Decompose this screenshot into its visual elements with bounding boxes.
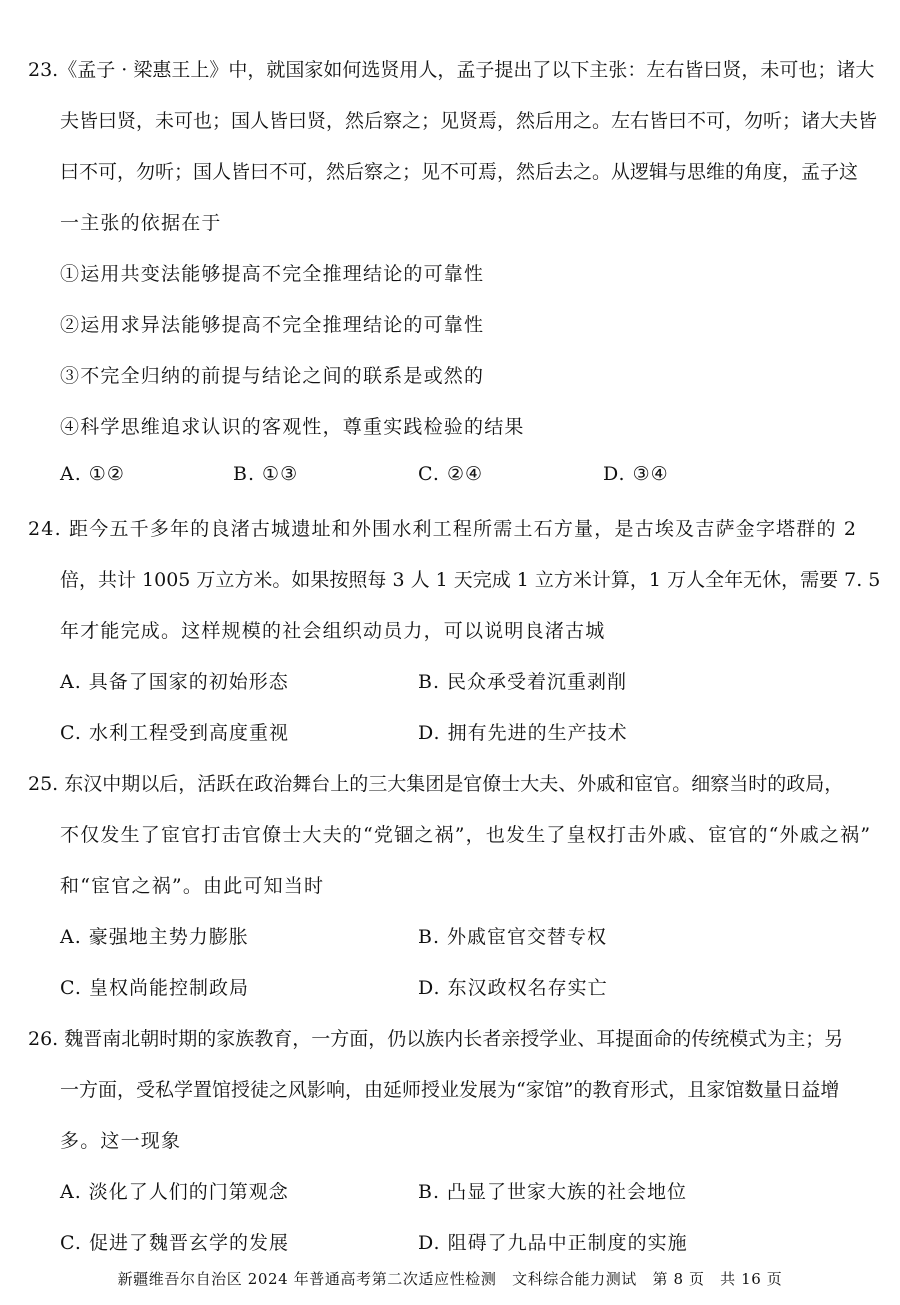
option-d: D. ③④ (603, 463, 669, 485)
option-a: A. ①② (60, 463, 125, 485)
question-text-line: 倍，共计 1005 万立方米。如果按照每 3 人 1 天完成 1 立方米计算，1 万人全年无休，需要 7. 5 (60, 569, 881, 591)
option-c: C. ②④ (418, 463, 484, 485)
question-text-line: 不仅发生了宦官打击官僚士大夫的“党锢之祸”，也发生了皇权打击外戚、宦官的“外戚之祸” (60, 824, 872, 846)
option-d: D. 拥有先进的生产技术 (418, 722, 628, 744)
option-b: B. 外戚宦官交替专权 (418, 926, 608, 948)
question-text-line: 23.《孟子 · 梁惠王上》中，就国家如何选贤用人，孟子提出了以下主张：左右皆曰贤，未可也；诸大 (28, 59, 875, 81)
statement-4: ④科学思维追求认识的客观性，尊重实践检验的结果 (60, 416, 525, 438)
statement-2: ②运用求异法能够提高不完全推理结论的可靠性 (60, 314, 485, 336)
statement-3: ③不完全归纳的前提与结论之间的联系是或然的 (60, 365, 485, 387)
option-d: D. 阻碍了九品中正制度的实施 (418, 1232, 688, 1254)
question-text-line: 曰不可，勿听；国人皆曰不可，然后察之；见不可焉，然后去之。从逻辑与思维的角度，孟子这 (60, 161, 859, 183)
question-text-line: 多。这一现象 (60, 1130, 182, 1152)
question-text-line: 年才能完成。这样规模的社会组织动员力，可以说明良渚古城 (60, 620, 606, 642)
option-c: C. 水利工程受到高度重视 (60, 722, 289, 744)
option-a: A. 具备了国家的初始形态 (60, 671, 289, 693)
option-c: C. 皇权尚能控制政局 (60, 977, 249, 999)
option-d: D. 东汉政权名存实亡 (418, 977, 608, 999)
question-text-line: 一主张的依据在于 (60, 212, 222, 234)
question-text-line: 26. 魏晋南北朝时期的家族教育，一方面，仍以族内长者亲授学业、耳提面命的传统模式为主；另 (28, 1028, 844, 1050)
question-text-line: 和“宦官之祸”。由此可知当时 (60, 875, 325, 897)
option-b: B. 民众承受着沉重剥削 (418, 671, 628, 693)
question-text-line: 夫皆曰贤，未可也；国人皆曰贤，然后察之；见贤焉，然后用之。左右皆曰不可，勿听；诸大夫皆 (60, 110, 878, 132)
question-text-line: 一方面，受私学置馆授徒之风影响，由延师授业发展为“家馆”的教育形式，且家馆数量日益增 (60, 1079, 840, 1101)
page-footer: 新疆维吾尔自治区 2024 年普通高考第二次适应性检测 文科综合能力测试 第 8 页 共 16 页 (117, 1270, 783, 1288)
option-a: A. 豪强地主势力膨胀 (60, 926, 249, 948)
option-c: C. 促进了魏晋玄学的发展 (60, 1232, 289, 1254)
statement-1: ①运用共变法能够提高不完全推理结论的可靠性 (60, 263, 485, 285)
question-text-line: 25. 东汉中期以后，活跃在政治舞台上的三大集团是官僚士大夫、外戚和宦官。细察当时的政局， (28, 773, 844, 795)
option-b: B. 凸显了世家大族的社会地位 (418, 1181, 688, 1203)
option-a: A. 淡化了人们的门第观念 (60, 1181, 289, 1203)
option-b: B. ①③ (233, 463, 299, 485)
question-text-line: 24. 距今五千多年的良渚古城遗址和外围水利工程所需土石方量，是古埃及吉萨金字塔群的 2 (28, 518, 858, 540)
